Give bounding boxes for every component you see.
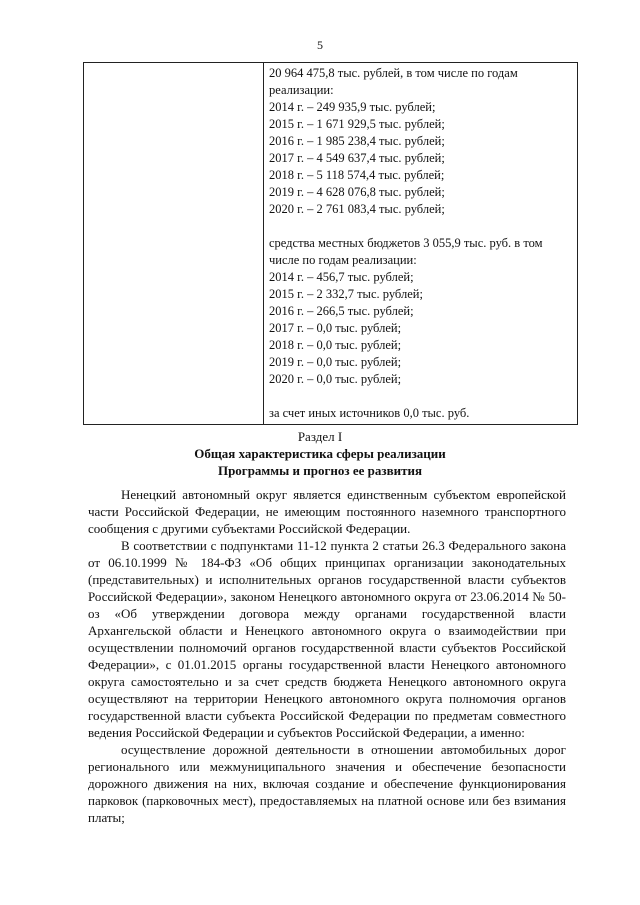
- table-line: 2017 г. – 4 549 637,4 тыс. рублей;: [269, 151, 445, 165]
- paragraph: Ненецкий автономный округ является единственным субъектом европейской части Российской Федерации, не имеющим постоянного наземного транспортного сообщения с другими субъектами Российской Федерации.: [88, 487, 566, 536]
- section-title: Общая характеристика сферы реализации: [194, 446, 446, 461]
- table-line: 2014 г. – 249 935,9 тыс. рублей;: [269, 100, 436, 114]
- table-line: 2020 г. – 2 761 083,4 тыс. рублей;: [269, 202, 445, 216]
- table-line: числе по годам реализации:: [269, 253, 417, 267]
- table-line: 2017 г. – 0,0 тыс. рублей;: [269, 321, 402, 335]
- table-line: 2015 г. – 2 332,7 тыс. рублей;: [269, 287, 423, 301]
- local-budget-block: [269, 235, 573, 388]
- funding-table: [83, 62, 578, 425]
- table-funding-cell: [264, 63, 578, 425]
- paragraph: В соответствии с подпунктами 11-12 пункта 2 статьи 26.3 Федерального закона от 06.10.1999 № 184-ФЗ «Об общих принципах организации законодательных (представительных) и исполнительных органов государственной власти субъектов Российской Федерации», законом Ненецкого автономного округа от 23.06.2014 № 50-оз «Об утверждении договора между органами государственной власти Архангельской области и Ненецкого автономного округа о взаимодействии при осуществлении полномочий органов государственной власти субъектов Российской Федерации», с 01.01.2015 органы государственной власти Ненецкого автономного округа самостоятельно и за счет средств бюджета Ненецкого автономного округа осуществляют на территории Ненецкого автономного округа полномочия органов государственной власти субъекта Российской Федерации по предметам совместного ведения Российской Федерации и субъектов Российской Федерации, а именно:: [88, 538, 566, 740]
- other-sources-line: за счет иных источников 0,0 тыс. руб.: [269, 406, 470, 420]
- table-line: 2018 г. – 5 118 574,4 тыс. рублей;: [269, 168, 445, 182]
- table-line: 2020 г. – 0,0 тыс. рублей;: [269, 372, 402, 386]
- table-line: 2018 г. – 0,0 тыс. рублей;: [269, 338, 402, 352]
- regional-budget-block: [269, 65, 573, 218]
- paragraph: осуществление дорожной деятельности в отношении автомобильных дорог регионального или межмуниципального значения и обеспечение безопасности дорожного движения на них, включая создание и обеспечение функционирования парковок (парковочных мест), предоставляемых на платной основе или без взимания платы;: [88, 742, 566, 825]
- section-heading: [0, 428, 640, 479]
- table-line: 2016 г. – 266,5 тыс. рублей;: [269, 304, 414, 318]
- table-line: 20 964 475,8 тыс. рублей, в том числе по годам: [269, 66, 518, 80]
- table-line: 2016 г. – 1 985 238,4 тыс. рублей;: [269, 134, 445, 148]
- table-line: 2015 г. – 1 671 929,5 тыс. рублей;: [269, 117, 445, 131]
- table-empty-cell: [84, 63, 264, 425]
- table-line: реализации:: [269, 83, 334, 97]
- body-text: [88, 486, 566, 826]
- table-line: 2014 г. – 456,7 тыс. рублей;: [269, 270, 414, 284]
- page-number: 5: [317, 38, 323, 52]
- table-line: 2019 г. – 0,0 тыс. рублей;: [269, 355, 402, 369]
- table-line: 2019 г. – 4 628 076,8 тыс. рублей;: [269, 185, 445, 199]
- section-title: Программы и прогноз ее развития: [217, 463, 423, 478]
- table-line: средства местных бюджетов 3 055,9 тыс. руб. в том: [269, 236, 543, 250]
- table-row: [84, 63, 578, 425]
- section-label: Раздел I: [297, 429, 343, 444]
